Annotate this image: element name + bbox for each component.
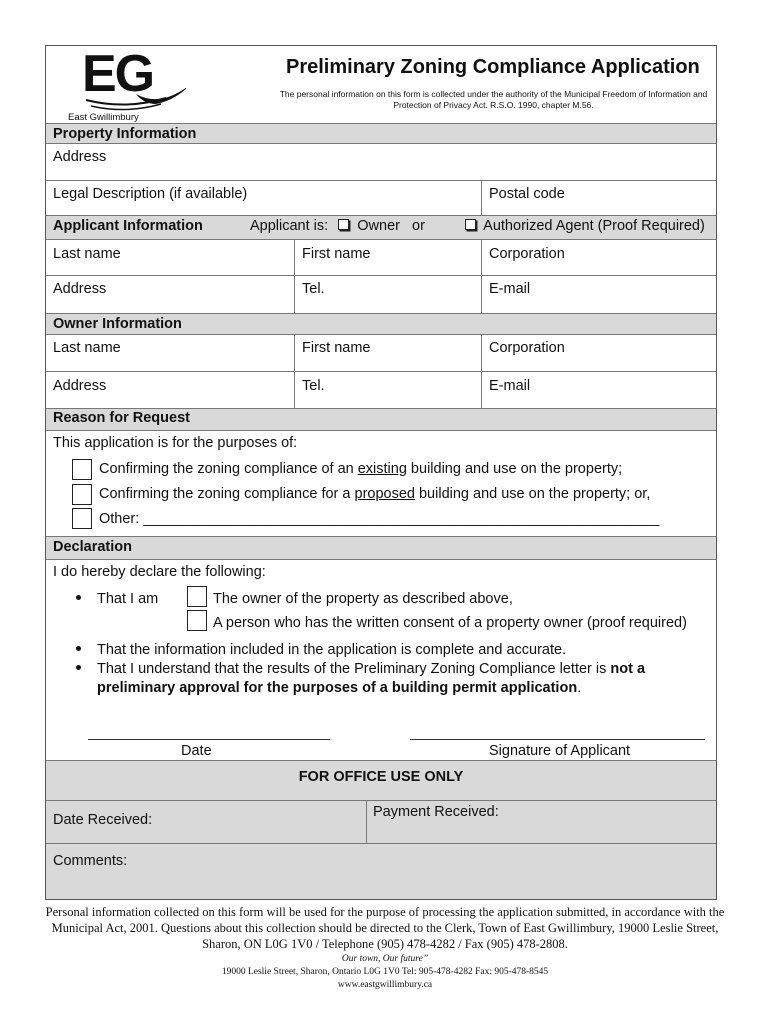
proposed-building-option: Confirming the zoning compliance for a proposed building and use on the property; or, [99, 486, 651, 502]
property-address-field[interactable]: Address [53, 149, 107, 165]
reason-heading: Reason for Request [53, 410, 190, 426]
declarant-consent-checkbox[interactable] [187, 610, 207, 631]
owner-option-label: Owner [357, 218, 400, 234]
date-received-field[interactable]: Date Received: [53, 812, 153, 828]
applicant-heading: Applicant Information [53, 218, 203, 234]
owner-tel-field[interactable]: Tel. [302, 378, 325, 394]
logo-caption: East Gwillimbury [68, 112, 139, 123]
bullet-not-approval: That I understand that the results of the Preliminary Zoning Compliance letter is not a preliminary approval for the purposes of a building permit application. [76, 660, 696, 698]
existing-building-option: Confirming the zoning compliance of an existing building and use on the property; [99, 461, 623, 477]
owner-email-field[interactable]: E-mail [489, 378, 531, 394]
owner-address-field[interactable]: Address [53, 378, 107, 394]
property-heading: Property Information [53, 126, 197, 142]
agent-option-label: Authorized Agent (Proof Required) [483, 218, 705, 234]
applicant-tel-field[interactable]: Tel. [302, 281, 325, 297]
other-option-field[interactable]: Other: ________________________________________________________________ [99, 511, 660, 527]
owner-first-name-field[interactable]: First name [302, 340, 371, 356]
privacy-notice: The personal information on this form is collected under the authority of the Municipal Freedom of Information and Protection of Privacy Act. R.S.O. 1990, chapter M.56. [279, 89, 708, 110]
applicant-last-name-field[interactable]: Last name [53, 246, 121, 262]
declarant-owner-option: The owner of the property as described above, [213, 591, 513, 607]
owner-checkbox[interactable] [338, 219, 349, 230]
declarant-consent-option: A person who has the written consent of a property owner (proof required) [213, 615, 687, 631]
or-label: or [412, 218, 425, 234]
signature-line[interactable] [410, 739, 705, 740]
applicant-first-name-field[interactable]: First name [302, 246, 371, 262]
date-label: Date [181, 743, 212, 759]
existing-building-checkbox[interactable] [72, 459, 92, 480]
town-motto: Our town, Our future” [341, 954, 429, 964]
reason-intro: This application is for the purposes of: [53, 435, 298, 451]
bullet-that-i-am: That I am [76, 591, 158, 607]
owner-last-name-field[interactable]: Last name [53, 340, 121, 356]
date-line[interactable] [88, 739, 330, 740]
declaration-intro: I do hereby declare the following: [53, 564, 266, 580]
town-address: 19000 Leslie Street, Sharon, Ontario L0G 1V0 Tel: 905-478-4282 Fax: 905-478-8545 [221, 967, 549, 977]
declaration-section-fill [46, 536, 716, 559]
agent-checkbox[interactable] [465, 219, 476, 230]
comments-field[interactable]: Comments: [53, 853, 128, 869]
applicant-address-field[interactable]: Address [53, 281, 107, 297]
proposed-building-checkbox[interactable] [72, 484, 92, 505]
application-form [45, 45, 717, 900]
applicant-corporation-field[interactable]: Corporation [489, 246, 565, 262]
privacy-footer: Personal information collected on this form will be used for the purpose of processing the application submitted, in accordance with the Municipal Act, 2001. Questions about this collection should be directed to the Clerk, Town of East Gwillimbury, 19000 Leslie Street, Sharon, ON L0G 1V0 / Telephone (905) 478-4282 / Fax (905) 478-2808. [45, 905, 725, 951]
applicant-is-label: Applicant is: [250, 218, 329, 234]
declarant-owner-checkbox[interactable] [187, 586, 207, 607]
legal-description-field[interactable]: Legal Description (if available) [53, 186, 248, 202]
eg-logo [66, 45, 186, 123]
other-checkbox[interactable] [72, 508, 92, 529]
town-website[interactable]: www.eastgwillimbury.ca [337, 980, 433, 990]
postal-code-field[interactable]: Postal code [489, 186, 565, 202]
declaration-heading: Declaration [53, 539, 132, 555]
office-use-heading: FOR OFFICE USE ONLY [298, 769, 464, 785]
applicant-email-field[interactable]: E-mail [489, 281, 531, 297]
bullet-complete-accurate: That the information included in the application is complete and accurate. [76, 642, 566, 658]
owner-corporation-field[interactable]: Corporation [489, 340, 565, 356]
owner-heading: Owner Information [53, 316, 182, 332]
logo-letters: EG [82, 45, 154, 103]
applicant-type-row [250, 218, 705, 234]
payment-received-field[interactable]: Payment Received: [373, 804, 499, 820]
signature-label: Signature of Applicant [489, 743, 631, 759]
form-title: Preliminary Zoning Compliance Application [286, 56, 700, 78]
